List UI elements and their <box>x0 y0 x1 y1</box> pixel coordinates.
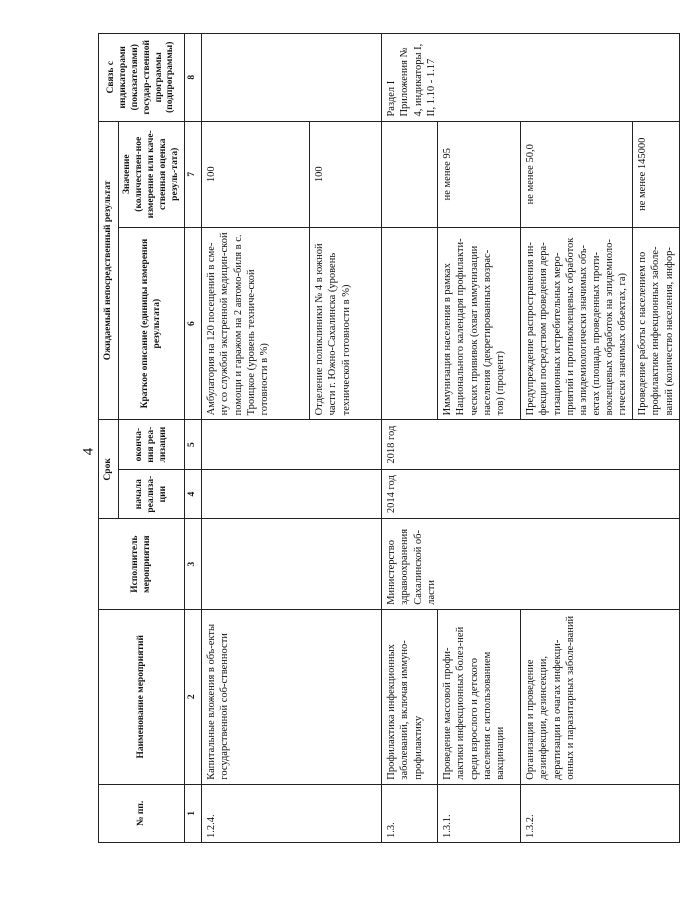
row-value: не менее 95 <box>438 121 521 227</box>
header-value: Значение (количествен-ное измерение или каче-ственная оценка резуль-тата) <box>119 121 185 227</box>
row-start: 2014 год <box>382 469 679 519</box>
row-link: Раздел I Приложения № 4, индикаторы I, II, 1.10 - 1.17 <box>382 34 679 122</box>
row-value: 100 <box>310 121 382 227</box>
header-executor: Исполнитель мероприятия <box>99 519 185 609</box>
header-name: Наименование мероприятий <box>99 609 185 784</box>
measures-table <box>98 33 680 843</box>
row-name: Организация и проведение дезинфекции, дезинсекции, дератизации в очагах инфекци-онных и паразитарных заболе-ваний <box>521 609 679 784</box>
row-desc: Иммунизация населения в рамках Национального календаря профилакти-ческих прививок (охват иммунизации населения (декретированных возрас-тов) (процент) <box>438 227 521 419</box>
header-start: начала реализа-ции <box>119 469 185 519</box>
row-num: 1.2.4. <box>202 784 382 842</box>
row-value: не менее 50,0 <box>521 121 633 227</box>
col-number: 7 <box>185 121 202 227</box>
row-num: 1.3.2. <box>521 784 679 842</box>
row-end <box>202 420 382 470</box>
row-desc <box>382 227 438 419</box>
row-executor <box>202 519 382 609</box>
col-number: 1 <box>185 784 202 842</box>
row-desc: Отделение поликлиники № 4 в южной части г. Южно-Сахалинска (уровень технической готовности в %) <box>310 227 382 419</box>
row-value: 100 <box>202 121 310 227</box>
header-result: Ожидаемый непосредственный результат <box>99 121 119 420</box>
rotated-table-wrapper <box>98 33 675 843</box>
col-number: 6 <box>185 227 202 419</box>
row-num: 1.3.1. <box>438 784 521 842</box>
row-desc: Предупреждение распространения ин-фекции посредством проведения дера-тизационных истребительных меро-приятий и противоклещевых обработок на эпидемиологически значимых объ-ектах (площадь проведенных проти-воклещевых обработок на эпидемиоло-гически значимых объектах, га) <box>521 227 633 419</box>
row-name: Профилактика инфекционных заболеваний, включая иммуно-профилактику <box>382 609 438 784</box>
row-value <box>382 121 438 227</box>
row-desc: Проведение работы с населением по профилактике инфекционных заболе-ваний (количество населения, инфор- <box>633 227 679 419</box>
table-row <box>382 34 438 843</box>
col-number: 4 <box>185 469 202 519</box>
row-executor: Министерство здравоохранения Сахалинской об-ласти <box>382 519 679 609</box>
header-period: Срок <box>99 420 119 519</box>
col-number: 3 <box>185 519 202 609</box>
col-number: 8 <box>185 34 202 122</box>
header-end: оконча-ния реа-лизации <box>119 420 185 470</box>
row-link <box>202 34 382 122</box>
row-desc: Амбулатория на 120 посещений в сме-ну со службой экстренной медицин-ской помощи и гаражом на 2 автомо-биля в с. Троицкое (уровень техниче-ской готовности в %) <box>202 227 310 419</box>
header-num: № пп. <box>99 784 185 842</box>
row-value: не менее 145000 <box>633 121 679 227</box>
row-num: 1.3. <box>382 784 438 842</box>
page-number: 4 <box>80 447 97 456</box>
row-name: Проведение массовой профи-лактики инфекционных болез-ней среди взрослого и детского населения с использованием вакцинации <box>438 609 521 784</box>
row-name: Капитальные вложения в объ-екты государственной соб-ственности <box>202 609 382 784</box>
col-number: 5 <box>185 420 202 470</box>
header-desc: Краткое описание (единицы измерения результата) <box>119 227 185 419</box>
row-end: 2018 год <box>382 420 679 470</box>
table-row <box>202 34 310 843</box>
col-number: 2 <box>185 609 202 784</box>
header-link: Связь с индикаторами (показателями) государ-ственной программы (подпрограммы) <box>99 34 185 122</box>
row-start <box>202 469 382 519</box>
